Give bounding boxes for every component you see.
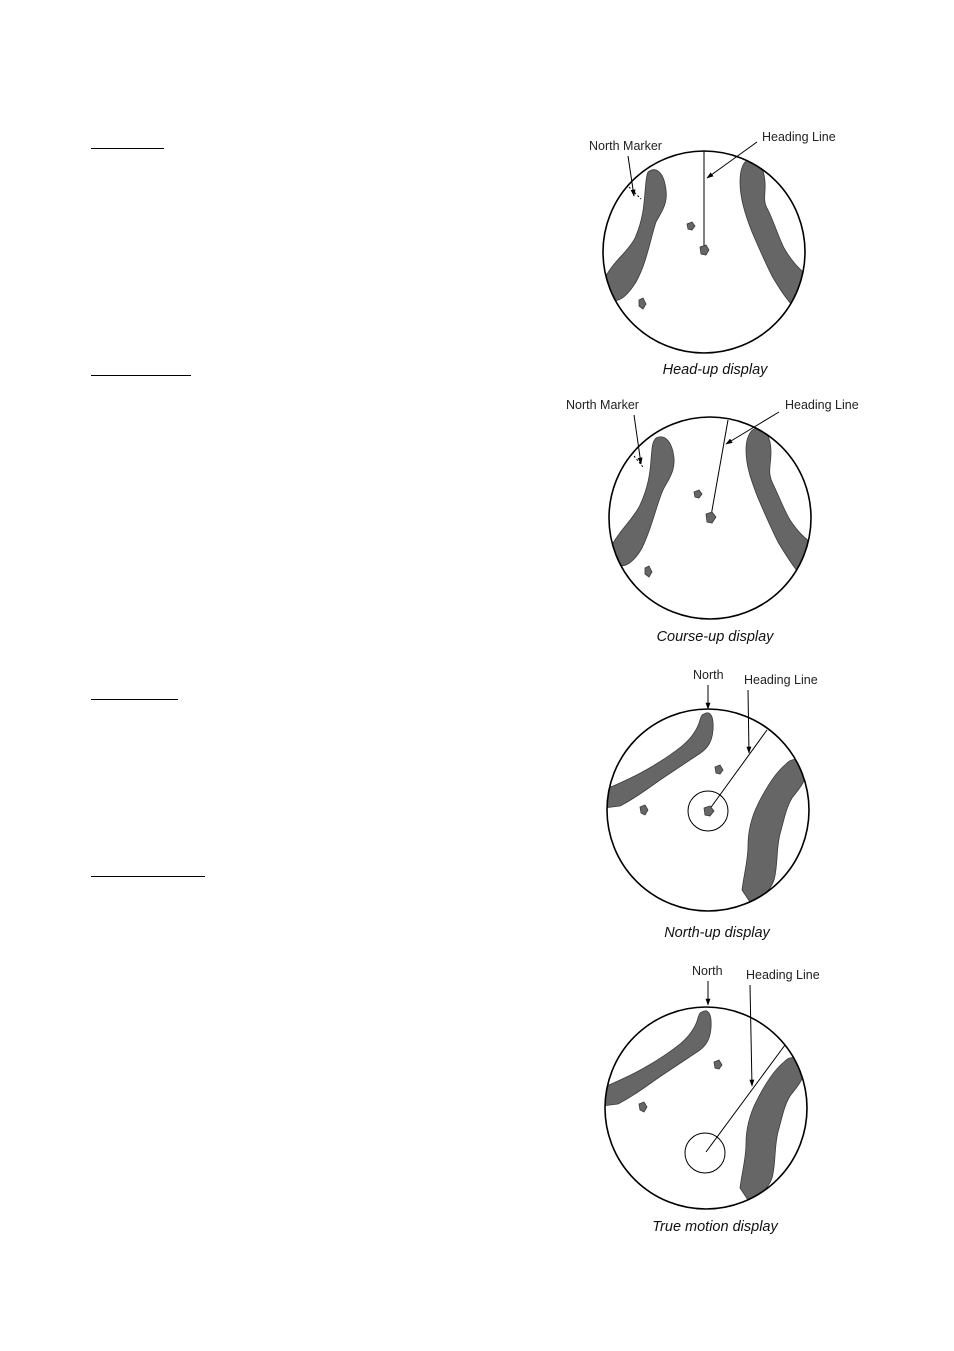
island [639, 1102, 647, 1112]
caption-north-up: North-up display [664, 925, 770, 941]
landmass-right [740, 160, 810, 310]
figure-north-up [604, 685, 809, 911]
figure-head-up [603, 142, 810, 353]
figure-course-up [609, 412, 816, 619]
landmass-left [604, 170, 666, 301]
label-heading-line: Heading Line [762, 130, 836, 144]
figure-true-motion [602, 981, 807, 1209]
label-heading-line: Heading Line [746, 968, 820, 982]
label-north: North [692, 964, 723, 978]
island [694, 490, 702, 498]
label-north: North [693, 668, 724, 682]
label-heading-line: Heading Line [785, 398, 859, 412]
landmass-right [746, 428, 816, 580]
heading-line-leader [748, 690, 749, 753]
north-marker-leader [628, 156, 634, 196]
own-ship-ring [685, 1133, 725, 1173]
north-marker [634, 456, 643, 467]
island [715, 765, 723, 774]
label-north-marker: North Marker [566, 398, 639, 412]
heading-line [711, 420, 728, 516]
own-ship [700, 245, 709, 255]
landmass-right [742, 760, 806, 902]
landmass-right [740, 1058, 804, 1200]
island [640, 805, 648, 815]
own-ship [706, 512, 716, 523]
caption-course-up: Course-up display [656, 629, 774, 645]
label-heading-line: Heading Line [744, 673, 818, 687]
own-ship [704, 806, 714, 816]
island [645, 566, 652, 577]
island [639, 298, 646, 309]
heading-line-leader [750, 985, 752, 1086]
north-marker [629, 187, 641, 199]
landmass-left [612, 437, 674, 566]
label-north-marker: North Marker [589, 139, 662, 153]
caption-head-up: Head-up display [662, 362, 768, 378]
island [687, 222, 695, 230]
island [714, 1060, 722, 1069]
caption-true-motion: True motion display [652, 1219, 778, 1235]
